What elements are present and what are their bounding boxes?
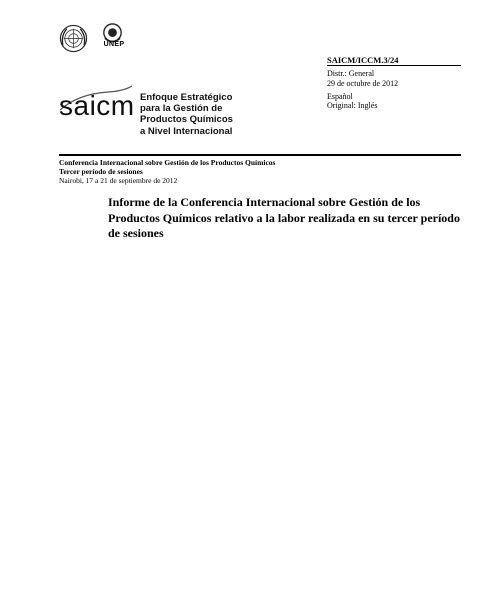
report-title-line: Productos Químicos relativo a la labor realizada en su tercer período <box>108 210 460 225</box>
saicm-name-line: para la Gestión de <box>140 103 223 115</box>
document-symbol: SAICM/ICCM.3/24 <box>327 55 399 65</box>
saicm-name-line: Productos Químicos <box>140 114 233 126</box>
document-date: 29 de octubre de 2012 <box>327 79 399 88</box>
saicm-wordmark: saicm <box>59 90 135 121</box>
distribution-text: Distr.: General <box>327 69 375 78</box>
conference-name: Conferencia Internacional sobre Gestión de los Productos Químicos <box>59 158 276 167</box>
report-title-line: Informe de la Conferencia Internacional sobre Gestión de los <box>108 195 421 209</box>
unep-label: UNEP <box>103 41 125 48</box>
saicm-name-line: a Nivel Internacional <box>140 125 233 137</box>
session-name: Tercer período de sesiones <box>59 167 143 176</box>
report-title <box>108 195 458 242</box>
saicm-name-line: Enfoque Estratégico <box>140 92 233 103</box>
language-text: Español <box>327 92 353 101</box>
conference-divider <box>59 154 461 156</box>
original-language-text: Original: Inglés <box>327 101 378 110</box>
un-emblem-icon <box>59 24 88 53</box>
location-dates: Nairobi, 17 a 21 de septiembre de 2012 <box>59 176 178 185</box>
report-title-line: de sesiones <box>108 226 164 240</box>
saicm-name <box>140 92 233 137</box>
header-divider <box>327 65 461 66</box>
